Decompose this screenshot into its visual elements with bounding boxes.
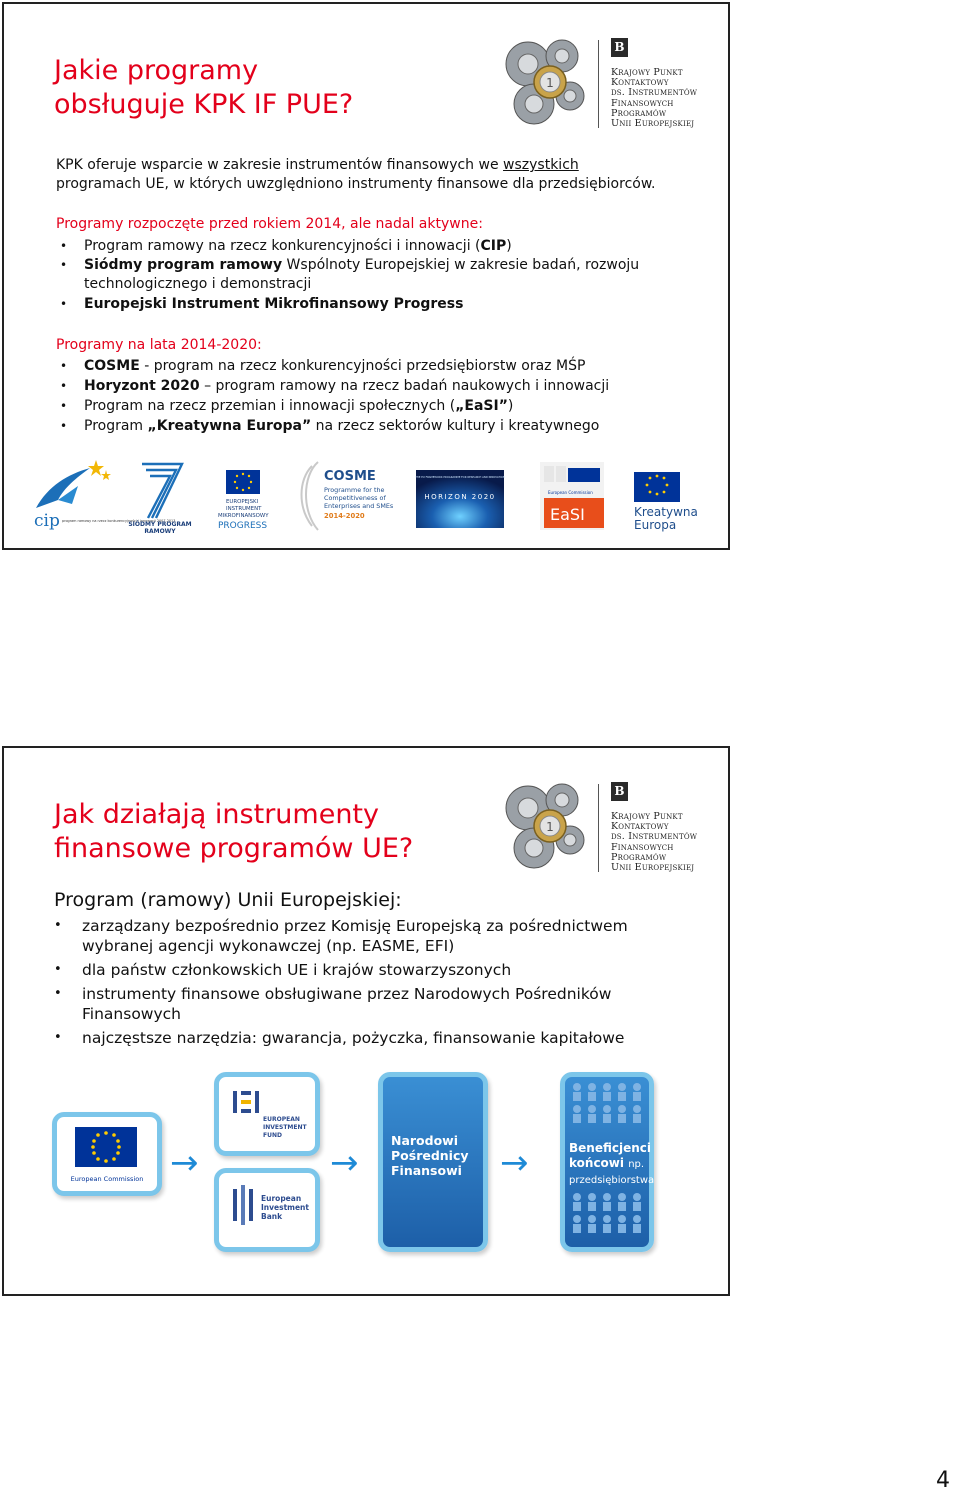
progress-line2: INSTRUMENT bbox=[226, 506, 262, 512]
kpk-line: Programów bbox=[611, 107, 667, 119]
arrow-right-icon: → bbox=[330, 1143, 359, 1183]
slide1-title bbox=[54, 54, 353, 122]
slide1-title-line2: obsługuje KPK IF PUE? bbox=[54, 89, 354, 120]
kpk-name bbox=[611, 812, 697, 873]
pre2014-list bbox=[56, 236, 676, 314]
list-item bbox=[56, 236, 676, 256]
list-item bbox=[56, 396, 676, 416]
kpk-separator bbox=[598, 784, 599, 872]
intro-paragraph bbox=[56, 156, 706, 194]
item-text: Wspólnoty Europejskiej w zakresie badań, rozwoju technologicznego i demonstracji bbox=[84, 257, 640, 292]
list-item: • instrumenty finansowe obsługiwane przez Narodowych Pośredników Finansowych bbox=[54, 984, 674, 1024]
kpk-line: Finansowych bbox=[611, 841, 674, 853]
arrow-right-icon: → bbox=[500, 1143, 529, 1183]
european-commission-badge bbox=[52, 1112, 162, 1196]
eu-program-list bbox=[54, 916, 674, 1052]
kpk-line: ds. Instrumentów bbox=[611, 87, 698, 99]
kpk-line: Finansowych bbox=[611, 97, 674, 109]
eib-line2: Investment bbox=[261, 1203, 309, 1212]
kpk-line: Unii Europejskiej bbox=[611, 118, 695, 130]
cosme-line3: Enterprises and SMEs bbox=[324, 502, 394, 510]
horizon-name: HORIZON 2020 bbox=[424, 493, 496, 501]
kpk-emblem-icon: B bbox=[611, 38, 628, 57]
slide2-title-line2: finansowe programów UE? bbox=[54, 833, 414, 864]
kpk-separator bbox=[598, 40, 599, 128]
gears-euro-icon bbox=[498, 34, 594, 134]
kpk-line: ds. Instrumentów bbox=[611, 831, 698, 843]
page-number: 4 bbox=[936, 1468, 950, 1493]
ben-line2b: np. bbox=[628, 1159, 645, 1170]
program-logos bbox=[28, 456, 718, 536]
arrow-right-icon: → bbox=[170, 1143, 199, 1183]
list-item: • dla państw członkowskich UE i krajów stowarzyszonych bbox=[54, 960, 674, 980]
fp7-line2: RAMOWY bbox=[144, 528, 176, 535]
ben-line2a: końcowi bbox=[569, 1156, 629, 1170]
ben-line3: przedsiębiorstwa bbox=[569, 1175, 655, 1186]
nfi-line3: Finansowi bbox=[391, 1163, 462, 1178]
cosme-line2: Competitiveness of bbox=[324, 494, 386, 502]
final-beneficiaries-badge bbox=[560, 1072, 654, 1252]
progress-line3: MIKROFINANSOWY bbox=[218, 513, 269, 519]
slide2-title-line1: Jak działają instrumenty bbox=[54, 799, 380, 830]
slide-how-instruments-work bbox=[2, 746, 730, 1296]
ec-label: European Commission bbox=[70, 1175, 144, 1183]
cosme-years: 2014-2020 bbox=[324, 512, 365, 520]
eu-program-subheading: Program (ramowy) Unii Europejskiej: bbox=[54, 889, 402, 911]
item-text: na rzecz sektorów kultury i kreatywnego bbox=[311, 418, 600, 434]
creative-line2: Europa bbox=[634, 518, 677, 532]
intro-text-a: KPK oferuje wsparcie w zakresie instrumentów finansowych we bbox=[56, 157, 504, 173]
eif-badge bbox=[214, 1072, 320, 1156]
list-item bbox=[56, 416, 676, 436]
slide2-title bbox=[54, 798, 413, 866]
eib-badge bbox=[214, 1168, 320, 1252]
item-bold: Europejski Instrument Mikrofinansowy Progress bbox=[84, 296, 464, 312]
item-bold: „EaSI” bbox=[455, 398, 508, 414]
fp7-logo bbox=[124, 456, 196, 536]
kpk-emblem-icon: B bbox=[611, 782, 628, 801]
horizon-top: THE EU FRAMEWORK PROGRAMME FOR RESEARCH AND INNOVATION bbox=[415, 476, 505, 479]
list-item: • zarządzany bezpośrednio przez Komisję Europejską za pośrednictwem wybranej agencji wykonawczej (np. EASME, EFI) bbox=[54, 916, 674, 956]
intro-underlined: wszystkich bbox=[503, 157, 579, 173]
item-text: – program ramowy na rzecz badań naukowych i innowacji bbox=[199, 378, 610, 394]
kpk-line: Krajowy Punkt bbox=[611, 811, 683, 822]
kpk-line: Unii Europejskiej bbox=[611, 862, 695, 874]
kpk-line: Kontaktowy bbox=[611, 77, 669, 89]
kpk-line: Kontaktowy bbox=[611, 821, 669, 833]
nfi-label bbox=[391, 1133, 469, 1178]
item-text: Program na rzecz przemian i innowacji społecznych ( bbox=[84, 398, 456, 414]
easi-logo bbox=[536, 456, 608, 536]
creative-line1: Kreatywna bbox=[634, 505, 698, 519]
item-text: ) bbox=[506, 238, 512, 254]
progress-line4: PROGRESS bbox=[218, 521, 268, 531]
fp7-line1: SIÓDMY PROGRAM bbox=[128, 521, 192, 528]
kreatywna-europa-logo bbox=[632, 456, 712, 536]
eib-line3: Bank bbox=[261, 1212, 283, 1221]
beneficiaries-label bbox=[569, 1141, 654, 1188]
eif-logo-icon bbox=[219, 1077, 315, 1151]
item-text: Program bbox=[84, 418, 148, 434]
item-bold: „Kreatywna Europa” bbox=[147, 418, 312, 434]
intro-text-b: programach UE, w których uwzględniono instrumenty finansowe dla przedsiębiorców. bbox=[56, 176, 656, 192]
progress-line1: EUROPEJSKI bbox=[226, 499, 259, 505]
section-2014-2020-heading: Programy na lata 2014-2020: bbox=[56, 337, 262, 353]
national-intermediaries-badge bbox=[378, 1072, 488, 1252]
easi-name: EaSI bbox=[550, 505, 585, 524]
eif-line2: INVESTMENT bbox=[263, 1124, 307, 1131]
nfi-line2: Pośrednicy bbox=[391, 1148, 469, 1163]
item-text: - program na rzecz konkurencyjności przedsiębiorstw oraz MŚP bbox=[139, 358, 586, 374]
item-bold: Siódmy program ramowy bbox=[84, 257, 283, 273]
list-item bbox=[56, 356, 676, 376]
eu-flag-icon bbox=[57, 1117, 157, 1191]
slide1-title-line1: Jakie programy bbox=[54, 55, 259, 86]
eib-line1: European bbox=[261, 1194, 302, 1203]
svg-text:1: 1 bbox=[546, 76, 554, 90]
svg-text:1: 1 bbox=[546, 820, 554, 834]
item-bold: Horyzont 2020 bbox=[84, 378, 200, 394]
list-item bbox=[56, 294, 676, 314]
nfi-line1: Narodowi bbox=[391, 1133, 459, 1148]
cosme-line1: Programme for the bbox=[324, 486, 385, 494]
programs-2014-2020-list bbox=[56, 356, 676, 436]
horizon2020-logo bbox=[416, 456, 504, 536]
item-bold: COSME bbox=[84, 358, 140, 374]
slide-programs bbox=[2, 2, 730, 550]
item-text: ) bbox=[507, 398, 514, 414]
kpk-name bbox=[611, 68, 697, 129]
item-text: Program ramowy na rzecz konkurencyjności i innowacji ( bbox=[84, 238, 481, 254]
cip-abbr: cip bbox=[34, 511, 60, 531]
section-pre2014-heading: Programy rozpoczęte przed rokiem 2014, ale nadal aktywne: bbox=[56, 216, 483, 232]
eib-logo-icon bbox=[219, 1173, 315, 1247]
kpk-logo bbox=[498, 778, 708, 878]
list-item: • najczęstsze narzędzia: gwarancja, pożyczka, finansowanie kapitałowe bbox=[54, 1028, 674, 1048]
list-item bbox=[56, 256, 676, 294]
kpk-line: Krajowy Punkt bbox=[611, 67, 683, 78]
cip-caption: program ramowy na rzecz konkurencyjności i innowacji 2007-2013 bbox=[62, 519, 176, 523]
kpk-logo bbox=[498, 34, 708, 134]
gears-euro-icon bbox=[498, 778, 594, 878]
ben-line1: Beneficjenci bbox=[569, 1141, 651, 1155]
list-item bbox=[56, 376, 676, 396]
item-bold: CIP bbox=[480, 238, 507, 254]
progress-logo bbox=[214, 456, 280, 536]
eif-line1: EUROPEAN bbox=[263, 1116, 300, 1123]
cosme-name: COSME bbox=[324, 469, 376, 484]
easi-ec: European Commission bbox=[548, 490, 593, 495]
funding-flow-diagram bbox=[52, 1068, 712, 1258]
eif-line3: FUND bbox=[263, 1132, 282, 1139]
cosme-logo bbox=[298, 456, 394, 536]
kpk-line: Programów bbox=[611, 851, 667, 863]
